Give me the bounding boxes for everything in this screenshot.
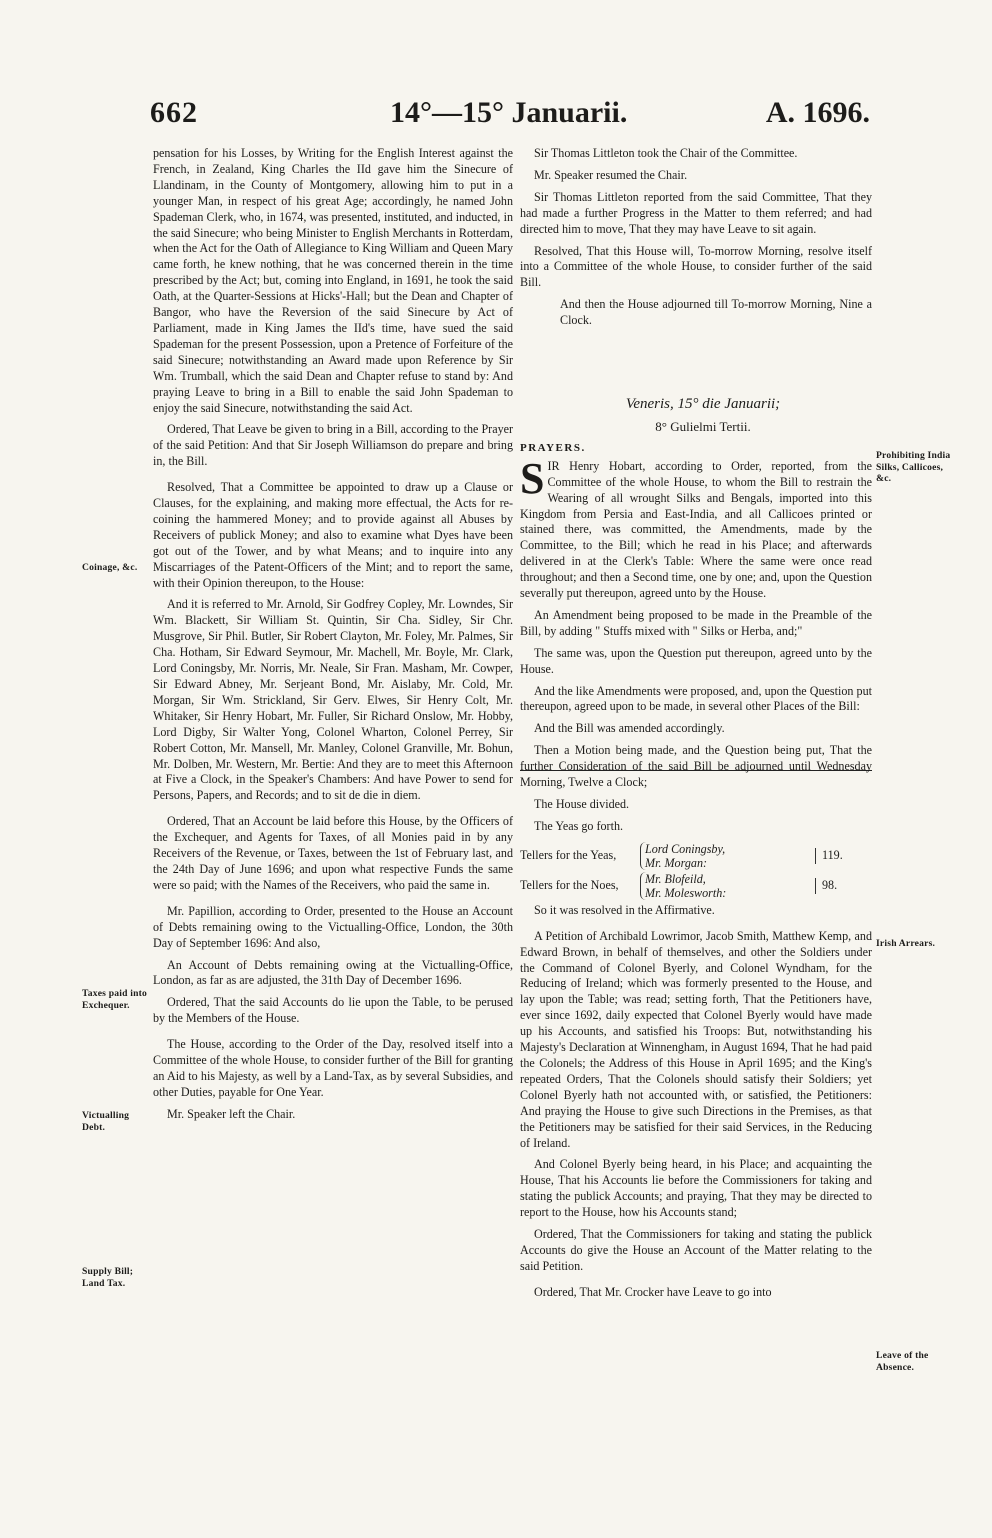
day-heading: Veneris, 15° die Januarii; [625, 396, 781, 413]
right-paragraph-like-amendments: And the like Amendments were proposed, and, upon the Question put thereupon, agreed upon to be made, in several other Places of the Bill: [520, 683, 872, 714]
right-paragraph-littleton-report: Sir Thomas Littleton reported from the said Committee, That they had made a further Progress in the Matter to them referred; and had directed him to move, That they may have Leave to sit again. [520, 189, 872, 236]
left-paragraph-ordered-bill: Ordered, That Leave be given to bring in a Bill, according to the Prayer of the said Petition: And that Sir Joseph Williamson do prepare and bring in, the Bill. [153, 422, 514, 469]
right-paragraph-divided: The House divided. [534, 797, 630, 811]
right-paragraph-resolved-tomorrow: Resolved, That this House will, To-morrow Morning, resolve itself into a Committee of the whole House, to consider further of the said Bill. [520, 243, 872, 290]
tellers-table [520, 841, 872, 901]
right-paragraph-hobart-report [520, 453, 872, 602]
tellers-yeas-row [520, 841, 872, 871]
tellers-yeas-count: 119. [815, 848, 862, 864]
margin-note-prohibiting: Prohibiting India Silks, Callicoes, &c. [876, 450, 951, 484]
left-paragraph-resolved-committee: Resolved, That a Committee be appointed to draw up a Clause or Clauses, for the explaining, and making more effectual, the Acts for re-coining the hammered Money; and to provide against all Abuses by Receivers of publick Money; and also to examine what Dyes have been got out of the Tower, and by what Means; and to inquire into any Miscarriages of the Patent-Officers of the Mint; and to report the same, with their Opinion thereupon, to the House: [153, 480, 513, 590]
tellers-yeas-2: Mr. Morgan: [645, 855, 708, 870]
right-paragraph-littleton-chair: Sir Thomas Littleton took the Chair of the Committee. [534, 146, 798, 160]
left-paragraph-supply-committee: The House, according to the Order of the Day, resolved itself into a Committee of the whole House, to consider further of the Bill for granting an Aid to his Majesty, as well by a Land-Tax, as by several Subsidies, and other Duties, payable for One Year. [153, 1037, 513, 1099]
page-number: 662 [150, 96, 198, 129]
tellers-yeas-names [640, 842, 815, 870]
left-paragraph-victualling-account: An Account of Debts remaining owing at the Victualling-Office, London, as far as are adjusted, the 31th Day of December 1696. [153, 957, 513, 988]
tellers-yeas-1: Lord Coningsby, [645, 841, 726, 856]
rule-spacer [520, 335, 872, 397]
right-paragraph-motion: Then a Motion being made, and the Question being put, That the further Consideration of the said Bill be adjourned until Wednesday Morning, Twelve a Clock; [520, 743, 872, 790]
margin-note-leave: Leave of the Absence. [876, 1350, 929, 1373]
left-paragraph-committee-members: And it is referred to Mr. Arnold, Sir Godfrey Copley, Mr. Lowndes, Sir Wm. Blackett, Sir William St. Quintin, Sir Cha. Sidley, Sir Chr. Musgrove, Sir Phil. Butler, Sir Robert Clayton, Mr. Foley, Mr. Palmes, Sir Cha. Hotham, Sir Edward Seymour, Mr. Machell, Mr. Boyle, Mr. Clark, Lord Coningsby, Mr. Norris, Mr. Neale, Sir Fran. Masham, Mr. Cowper, Sir Edward Abney, Mr. Serjeant Bond, Mr. Aislaby, Mr. Cold, Mr. Morgan, Sir Wm. Strickland, Sir Gerv. Elwes, Sir Henry Colt, Mr. Whitaker, Sir Henry Hobart, Mr. Fuller, Sir Richard Onslow, Mr. Hobby, Lord Digby, Sir Walter Yong, Colonel Wharton, Colonel Perrey, Sir Robert Cotton, Mr. Mansell, Mr. Manley, Colonel Granville, Mr. Bohun, Mr. Dolben, Mr. Western, Mr. Bertie: And they are to meet this Afternoon at Five a Clock, in the Speaker's Chambers: And have Power to send for Persons, Papers, and Records; and to sit de die in diem. [153, 597, 513, 803]
margin-note-victualling: Victualling Debt. [82, 1110, 130, 1133]
header-year: A. 1696. [765, 96, 870, 129]
tellers-noes-1: Mr. Blofeild, [645, 871, 706, 886]
margin-note-supply: Supply Bill; Land Tax. [82, 1266, 134, 1289]
right-paragraph-byerly-heard: And Colonel Byerly being heard, in his Place; and acquainting the House, That his Accounts lie before the Commissioners for taking and stating the publick Accounts; and praying, That they may be directed to report to the House, how his Accounts stand; [520, 1157, 872, 1220]
right-paragraph-petition-soldiers: A Petition of Archibald Lowrimor, Jacob Smith, Matthew Kemp, and Edward Brown, in behalf of themselves, and other the Soldiers under the Command of Colonel Byerly, and Colonel Wyndham, for the Reducing of Ireland; which was formerly presented to the House, and lay upon the Table; was read; setting forth, That the Petitioners have, ever since 1692, daily expected that Colonel Byerly would have made up his Accounts, and satisfied his Troops: But, notwithstanding his Majesty's Declaration at Winnengham, in August 1694, That he had paid the Colonels; the Address of this House in April 1695; and the King's repeated Orders, That the Colonels should satisfy their Soldiers; yet Colonel Byerly hath not accounted with, or satisfied, the Petitioners: And praying the House to give such Directions in the Premises, as that the Petitioners may be satisfied for their said Services, in the Reducing of Ireland. [520, 928, 872, 1150]
left-paragraph-speaker-left: Mr. Speaker left the Chair. [167, 1106, 296, 1121]
left-column [153, 146, 513, 1129]
section-divider [520, 770, 872, 771]
drop-cap: S [520, 453, 545, 503]
margin-note-irish: Irish Arrears. [876, 938, 936, 949]
left-paragraph-accounts-table: Ordered, That the said Accounts do lie upon the Table, to be perused by the Members of the House. [153, 995, 513, 1026]
margin-note-taxes: Taxes paid into Exchequer. [82, 988, 148, 1011]
tellers-yeas-label: Tellers for the Yeas, [520, 847, 617, 862]
tellers-noes-2: Mr. Molesworth: [645, 885, 727, 900]
left-paragraph-papillion: Mr. Papillion, according to Order, presented to the House an Account of Debts remaining owing to the Victualling-Office, London, the 30th Day of September 1696: And also, [153, 903, 513, 950]
right-paragraph-commissioners: Ordered, That the Commissioners for taking and stating the publick Accounts do give the House an Account of the Matter relating to the said Petition. [520, 1227, 872, 1273]
right-paragraph-crocker-leave: Ordered, That Mr. Crocker have Leave to go into [534, 1284, 772, 1299]
right-column [520, 146, 872, 1307]
tellers-noes-names [640, 872, 815, 900]
right-paragraph-agreed: The same was, upon the Question put thereupon, agreed unto by the House. [520, 645, 872, 676]
tellers-noes-count: 98. [815, 878, 862, 894]
right-paragraph-speaker-resumed: Mr. Speaker resumed the Chair. [534, 167, 688, 182]
right-paragraph-affirmative: So it was resolved in the Affirmative. [534, 902, 715, 917]
regnal-year: 8° Gulielmi Tertii. [655, 418, 751, 434]
margin-note-coinage: Coinage, &c. [82, 562, 138, 573]
prayers-heading: PRAYERS. [520, 441, 586, 454]
tellers-noes-label: Tellers for the Noes, [520, 877, 619, 892]
right-paragraph-amendment-proposed: An Amendment being proposed to be made in the Preamble of the Bill, by adding " Stuffs mixed with " Silks or Herba, and;" [520, 607, 872, 638]
right-paragraph-bill-amended: And the Bill was amended accordingly. [534, 721, 725, 736]
running-head [150, 96, 870, 140]
right-paragraph-yeas-forth: The Yeas go forth. [534, 818, 624, 833]
header-date: 14°—15° Januarii. [390, 96, 628, 129]
right-paragraph-adjourned: And then the House adjourned till To-morrow Morning, Nine a Clock. [560, 297, 872, 328]
hobart-report-text: IR Henry Hobart, according to Order, reported, from the Committee of the whole House, to whom the Bill to restrain the Wearing of all wrought Silks and Bengals, imported into this Kingdom from Persia and East-India, and all Callicoes printed or stained there, was committed, the Amendments, made by the Committee, to the Bill; which he read in his Place; and afterwards delivered in at the Clerk's Table: Where the same were once read throughout; and then a Second time, one by one; and, upon the Question severally put thereupon, agreed unto by the House. [520, 458, 872, 601]
tellers-noes-row [520, 871, 872, 901]
left-paragraph-taxes-account: Ordered, That an Account be laid before this House, by the Officers of the Exchequer, and Agents for Taxes, of all Monies paid in by any Receivers of the Revenue, or Taxes, between the 1st of February last, and the 24th Day of June 1696; and upon what respective Funds the same were so paid; with the Names of the Receivers, who paid the same in. [153, 814, 513, 892]
left-paragraph-petition: pensation for his Losses, by Writing for the English Interest against the French, in Zealand, King Charles the IId gave him the Sinecure of Llandinam, in the County of Montgomery, allowing him to put in a younger Man, in respect of his great Age; accordingly, he named John Spademan Clerk, who, in 1674, was presented, instituted, and inducted, in the said Sinecure; who being Minister to English Merchants in Rotterdam, when the Act for the Oath of Allegiance to King William and Queen Mary came forth, he knew nothing, that he was concerned therein in the time prescribed by the Act; but, coming into England, in 1691, he took the said Oath, at the Quarter-Sessions at Hicks'-Hall; but the Dean and Chapter of Bangor, who have the Reversion of the said Sinecure by Act of Parliament, made in King James the IId's time, have sued the said Spademan for the present Possession, upon a Pretence of Forfeiture of the said Sinecure; notwithstanding an Award made upon Reference by Sir Wm. Trumball, which the said Dean and Chapter refuse to stand by: And praying Leave to bring in a Bill to enable the said John Spademan to enjoy the said Sinecure, notwithstanding the said Act. [153, 146, 513, 415]
